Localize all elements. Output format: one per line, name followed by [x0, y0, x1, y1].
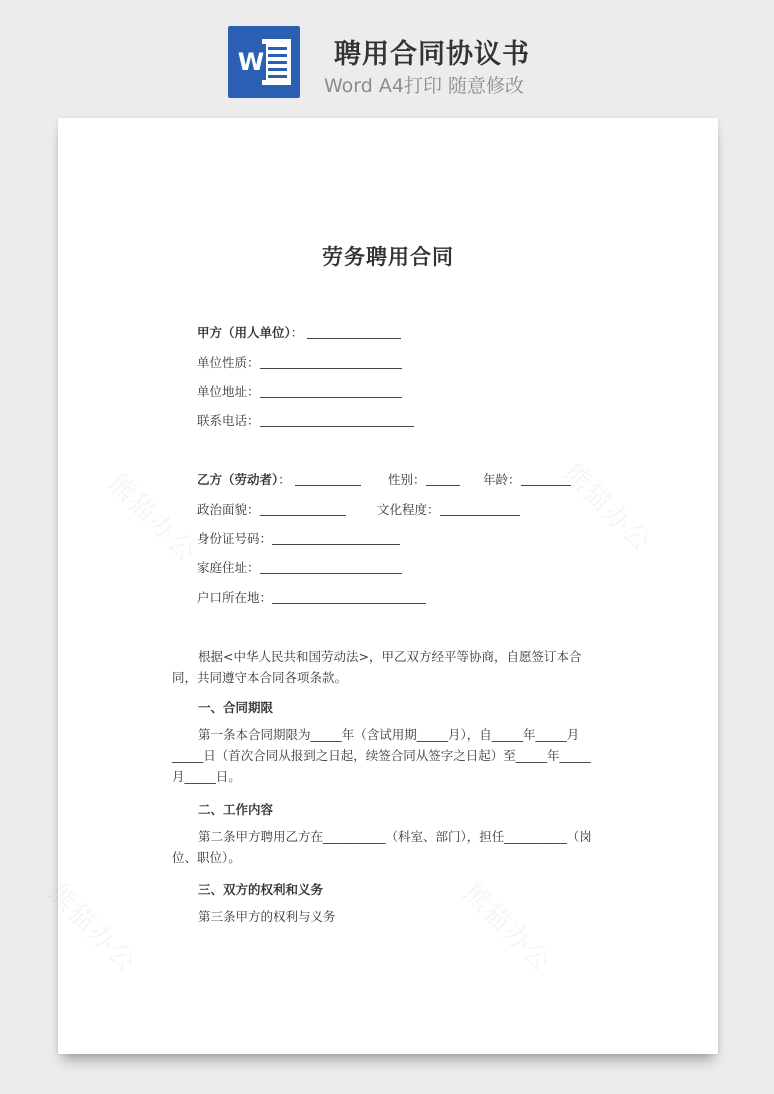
word-document-icon [228, 26, 300, 98]
watermark: 熊猫办公 [557, 458, 658, 559]
home-address-line [197, 560, 402, 576]
age-blank [521, 473, 571, 486]
section-3-text: 第三条甲方的权利与义务 [198, 909, 336, 924]
header-title: 聘用合同协议书 [334, 39, 530, 70]
header-subtitle: Word A4打印 随意修改 [324, 75, 525, 97]
party-a-blank [307, 326, 401, 339]
party-b-colon: ： [278, 472, 291, 487]
political-label: 政治面貌： [197, 502, 260, 517]
education-label: 文化程度： [377, 502, 440, 517]
gender-blank [426, 473, 460, 486]
section-2-text: 第二条甲方聘用乙方在__________（科室、部门），担任__________（岗位、职位）。 [172, 829, 592, 865]
section-2-heading: 二、工作内容 [198, 802, 274, 817]
education-blank [440, 503, 520, 516]
home-address-blank [260, 561, 402, 574]
id-number-line [197, 531, 400, 547]
unit-nature-label: 单位性质： [197, 355, 260, 370]
unit-address-blank [260, 385, 402, 398]
section-1-heading: 一、合同期限 [198, 700, 274, 715]
document-page [42, 118, 718, 1054]
phone-line [197, 413, 414, 429]
age-line [483, 472, 571, 488]
unit-nature-line [197, 355, 402, 371]
gender-line [388, 472, 460, 488]
age-label: 年龄： [483, 472, 521, 487]
home-address-label: 家庭住址： [197, 560, 260, 575]
section-3-paragraph [172, 906, 602, 927]
unit-nature-blank [260, 356, 402, 369]
hukou-blank [272, 591, 426, 604]
education-line [377, 502, 520, 518]
section-1-paragraph [172, 724, 602, 787]
hukou-line [197, 590, 426, 606]
party-b-label: 乙方（劳动者） [197, 472, 279, 487]
document-sheet-shape [262, 39, 291, 85]
watermark: 熊猫办公 [102, 468, 203, 569]
intro-paragraph [172, 646, 602, 688]
section-3-heading: 三、双方的权利和义务 [198, 882, 324, 897]
party-b-line [197, 472, 361, 488]
phone-label: 联系电话： [197, 413, 260, 428]
id-number-blank [272, 532, 400, 545]
phone-blank [260, 414, 414, 427]
section-2-paragraph [172, 826, 602, 868]
party-a-line [197, 325, 401, 341]
id-number-label: 身份证号码： [197, 531, 273, 546]
section-1-text: 第一条本合同期限为_____年（含试用期_____月），自_____年_____月_____日（首次合同从报到之日起，续签合同从签字之日起）至_____年_____月_____日。 [172, 727, 591, 784]
document-title: 劳务聘用合同 [322, 245, 454, 269]
watermark: 熊猫办公 [42, 878, 143, 979]
political-line [197, 502, 346, 518]
party-a-label: 甲方（用人单位） [197, 325, 291, 340]
gender-label: 性别： [388, 472, 426, 487]
party-a-colon: ： [290, 325, 304, 340]
party-b-blank [295, 473, 361, 486]
hukou-label: 户口所在地： [197, 590, 273, 605]
unit-address-line [197, 384, 402, 400]
political-blank [260, 503, 346, 516]
watermark: 熊猫办公 [457, 878, 558, 979]
word-letter: W [236, 44, 266, 80]
page-header [0, 0, 774, 118]
unit-address-label: 单位地址： [197, 384, 260, 399]
intro-text: 根据<中华人民共和国劳动法>，甲乙双方经平等协商，自愿签订本合同，共同遵守本合同各项条款。 [172, 649, 582, 685]
